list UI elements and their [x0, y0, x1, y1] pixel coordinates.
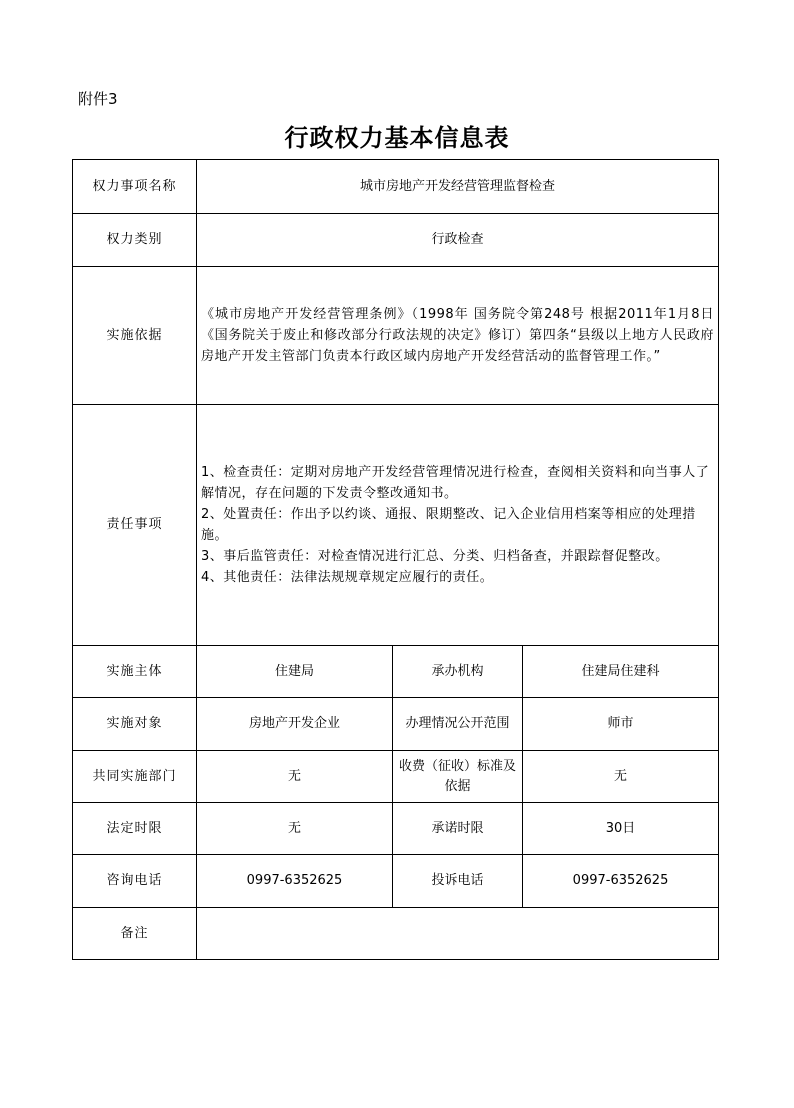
- power-category-label: 权力类别: [73, 214, 197, 267]
- target-label: 实施对象: [73, 698, 197, 751]
- row-power-category: [73, 214, 719, 267]
- row-remark: [73, 908, 719, 960]
- target-value: 房地产开发企业: [197, 698, 393, 751]
- power-name-label: 权力事项名称: [73, 160, 197, 214]
- row-time-limit: [73, 803, 719, 855]
- duties-value: [197, 405, 719, 646]
- duty-item-supervision: 3、事后监管责任：对检查情况进行汇总、分类、归档备查，并跟踪督促整改。: [201, 549, 669, 564]
- promised-time-limit-value: 30日: [523, 803, 719, 855]
- complaint-phone-value: 0997-6352625: [523, 855, 719, 908]
- legal-time-limit-label: 法定时限: [73, 803, 197, 855]
- legal-time-limit-value: 无: [197, 803, 393, 855]
- row-subject: [73, 646, 719, 698]
- duties-label: 责任事项: [73, 405, 197, 646]
- subject-value: 住建局: [197, 646, 393, 698]
- duty-item-disposal: 2、处置责任：作出予以约谈、通报、限期整改、记入企业信用档案等相应的处理措施。: [201, 507, 696, 543]
- remark-label: 备注: [73, 908, 197, 960]
- duty-item-inspection: 1、检查责任：定期对房地产开发经营管理情况进行检查，查阅相关资料和向当事人了解情况，存在问题的下发责令整改通知书。: [201, 465, 710, 501]
- power-category-value: 行政检查: [197, 214, 719, 267]
- row-target: [73, 698, 719, 751]
- disclosure-scope-label: 办理情况公开范围: [393, 698, 523, 751]
- duty-item-other: 4、其他责任：法律法规规章规定应履行的责任。: [201, 570, 494, 585]
- basis-value: 《城市房地产开发经营管理条例》（1998年 国务院令第248号 根据2011年1月8日《国务院关于废止和修改部分行政法规的决定》修订）第四条“县级以上地方人民政府房地产开发主管部门负责本行政区域内房地产开发经营活动的监督管理工作。”: [197, 267, 719, 405]
- consult-phone-value: 0997-6352625: [197, 855, 393, 908]
- power-info-table: [72, 159, 719, 960]
- joint-department-value: 无: [197, 751, 393, 803]
- promised-time-limit-label: 承诺时限: [393, 803, 523, 855]
- basis-label: 实施依据: [73, 267, 197, 405]
- row-basis: [73, 267, 719, 405]
- remark-value: [197, 908, 719, 960]
- power-name-value: 城市房地产开发经营管理监督检查: [197, 160, 719, 214]
- fee-standard-label: 收费（征收）标准及依据: [393, 751, 523, 803]
- row-joint: [73, 751, 719, 803]
- attachment-number: 附件3: [78, 90, 118, 108]
- undertaking-agency-value: 住建局住建科: [523, 646, 719, 698]
- row-power-name: [73, 160, 719, 214]
- disclosure-scope-value: 师市: [523, 698, 719, 751]
- joint-department-label: 共同实施部门: [73, 751, 197, 803]
- undertaking-agency-label: 承办机构: [393, 646, 523, 698]
- complaint-phone-label: 投诉电话: [393, 855, 523, 908]
- row-duties: [73, 405, 719, 646]
- row-phone: [73, 855, 719, 908]
- fee-standard-value: 无: [523, 751, 719, 803]
- consult-phone-label: 咨询电话: [73, 855, 197, 908]
- subject-label: 实施主体: [73, 646, 197, 698]
- page-title: 行政权力基本信息表: [284, 124, 510, 152]
